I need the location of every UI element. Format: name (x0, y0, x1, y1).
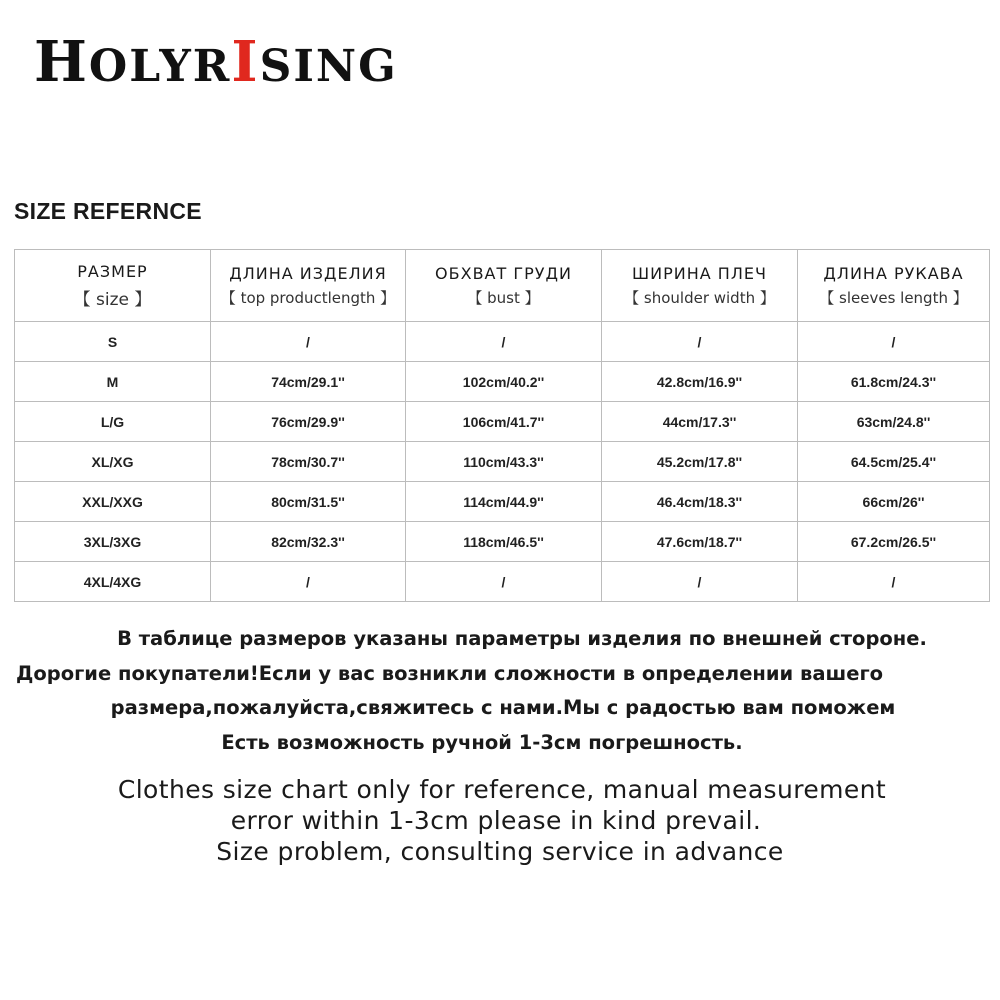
header-label-en: 【 top productlength 】 (220, 288, 396, 307)
table-cell: / (602, 322, 798, 362)
header-label-en: 【 bust 】 (467, 288, 540, 307)
table-row (15, 362, 990, 402)
header-label-en: 【 size 】 (73, 289, 152, 310)
header-label-en: 【 shoulder width 】 (624, 288, 775, 307)
table-cell: 82cm/32.3'' (211, 522, 406, 562)
brand-logo-part1: OLYR (88, 41, 232, 92)
table-cell: 66cm/26'' (798, 482, 990, 522)
table-cell: 64.5cm/25.4'' (798, 442, 990, 482)
header-label-ru: ОБХВАТ ГРУДИ (435, 263, 572, 283)
russian-note-line: В таблице размеров указаны параметры изделия по внешней стороне. (117, 627, 927, 650)
header-label-ru: РАЗМЕР (77, 261, 148, 281)
table-cell: 61.8cm/24.3'' (798, 362, 990, 402)
table-row (15, 402, 990, 442)
table-cell: 44cm/17.3'' (602, 402, 798, 442)
table-row (15, 562, 990, 602)
russian-notes (0, 622, 1000, 760)
table-cell-size: 3XL/3XG (15, 522, 211, 562)
table-cell: 63cm/24.8'' (798, 402, 990, 442)
table-row (15, 482, 990, 522)
header-shoulder (602, 250, 798, 322)
header-label-ru: ШИРИНА ПЛЕЧ (632, 263, 767, 283)
english-note-line: Clothes size chart only for reference, manual measurement (117, 775, 887, 804)
header-label-ru: ДЛИНА РУКАВА (823, 263, 964, 283)
table-cell-size: XL/XG (15, 442, 211, 482)
table-cell: 76cm/29.9'' (211, 402, 406, 442)
table-cell: 102cm/40.2'' (406, 362, 602, 402)
size-table (14, 249, 990, 602)
table-cell: / (211, 322, 406, 362)
table-cell: 67.2cm/26.5'' (798, 522, 990, 562)
table-cell: / (406, 322, 602, 362)
table-cell: 45.2cm/17.8'' (602, 442, 798, 482)
header-size (15, 250, 211, 322)
table-cell: 74cm/29.1'' (211, 362, 406, 402)
table-cell-size: S (15, 322, 211, 362)
brand-logo (34, 29, 398, 97)
table-cell: 110cm/43.3'' (406, 442, 602, 482)
russian-note-line: Дорогие покупатели!Если у вас возникли сложности в определении вашего (16, 661, 884, 685)
english-note-line: error within 1-3cm please in kind prevail. (230, 806, 762, 835)
table-cell: 47.6cm/18.7'' (602, 522, 798, 562)
table-cell-size: L/G (15, 402, 211, 442)
table-cell-size: M (15, 362, 211, 402)
table-cell: / (602, 562, 798, 602)
table-cell: / (798, 562, 990, 602)
table-cell: 114cm/44.9'' (406, 482, 602, 522)
table-row (15, 322, 990, 362)
table-cell: / (211, 562, 406, 602)
table-header-row (15, 250, 990, 322)
table-cell-size: 4XL/4XG (15, 562, 211, 602)
header-sleeve (798, 250, 990, 322)
table-cell: 80cm/31.5'' (211, 482, 406, 522)
table-cell: 46.4cm/18.3'' (602, 482, 798, 522)
russian-note-line: Есть возможность ручной 1-3см погрешность. (221, 730, 743, 754)
header-label-ru: ДЛИНА ИЗДЕЛИЯ (229, 263, 387, 283)
header-label-en: 【 sleeves length 】 (819, 288, 968, 307)
table-cell: 42.8cm/16.9'' (602, 362, 798, 402)
table-cell: 118cm/46.5'' (406, 522, 602, 562)
header-length (211, 250, 406, 322)
table-row (15, 442, 990, 482)
brand-logo-red-letter: I (231, 29, 260, 95)
table-cell: / (406, 562, 602, 602)
table-cell: / (798, 322, 990, 362)
russian-note-line: размера,пожалуйста,свяжитесь с нами.Мы с радостью вам поможем (110, 696, 896, 719)
table-row (15, 522, 990, 562)
table-cell: 78cm/30.7'' (211, 442, 406, 482)
table-cell: 106cm/41.7'' (406, 402, 602, 442)
brand-logo-initial: H (34, 29, 89, 95)
english-notes (0, 774, 1000, 867)
brand-logo-part2: SING (259, 41, 398, 92)
english-note-line: Size problem, consulting service in advance (216, 837, 784, 866)
header-bust (406, 250, 602, 322)
section-title: SIZE REFERNCE (14, 198, 202, 224)
table-cell-size: XXL/XXG (15, 482, 211, 522)
